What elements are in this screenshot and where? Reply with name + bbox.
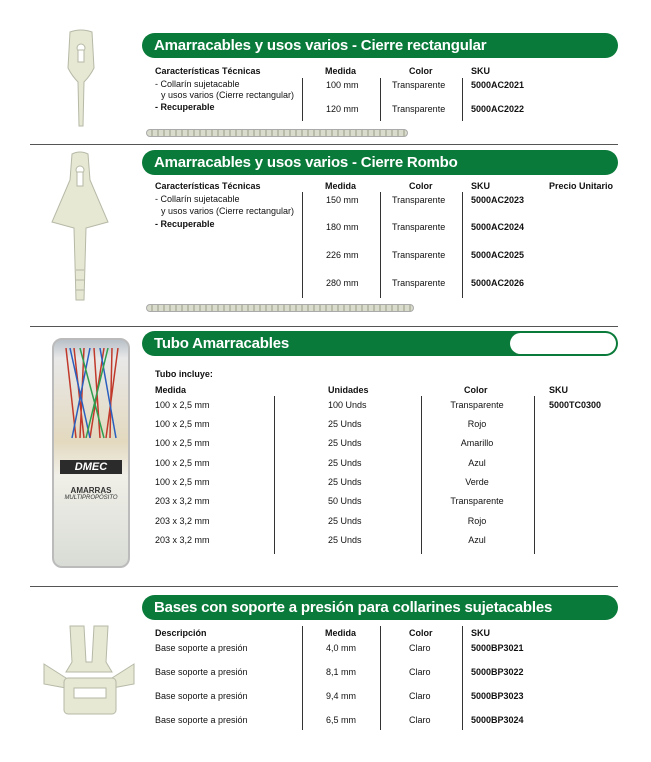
table-cell-sku: 5000AC2023 <box>471 195 525 205</box>
table-cell-medida: 280 mm <box>326 278 359 288</box>
feature-line: - Recuperable <box>155 102 215 112</box>
table-cell-color: Amarillo <box>460 438 494 448</box>
feature-line: - Collarín sujetacable <box>155 79 240 89</box>
header-unidades: Unidades <box>328 385 369 395</box>
table-cell-sku: 5000AC2022 <box>471 104 525 114</box>
feature-line: y usos varios (Cierre rectangular) <box>161 90 295 100</box>
section-divider <box>30 326 618 327</box>
feature-line: - Collarín sujetacable <box>155 194 240 204</box>
table-cell-medida: 180 mm <box>326 222 359 232</box>
header-sku: SKU <box>471 66 491 76</box>
header-precio: Precio Unitario <box>549 181 614 191</box>
feature-line: y usos varios (Cierre rectangular) <box>161 206 295 216</box>
table-cell-unidades: 50 Unds <box>328 496 362 506</box>
table-cell-color: Azul <box>468 535 486 545</box>
header-color: Color <box>409 628 433 638</box>
table-cell-unidades: 25 Unds <box>328 535 362 545</box>
table-cell-color: Transparente <box>392 80 446 90</box>
table-cell-color: Rojo <box>467 516 487 526</box>
table-cell-sku: 5000BP3023 <box>471 691 524 701</box>
header-caracteristicas: Características Técnicas <box>155 181 261 191</box>
table-cell-sku: 5000AC2024 <box>471 222 525 232</box>
table-cell-medida: 100 x 2,5 mm <box>155 419 210 429</box>
table-cell-unidades: 25 Unds <box>328 419 362 429</box>
table-cell-color: Azul <box>468 458 486 468</box>
table-cell-descripcion: Base soporte a presión <box>155 667 248 677</box>
table-cell-medida: 100 x 2,5 mm <box>155 400 210 410</box>
table-cell-descripcion: Base soporte a presión <box>155 691 248 701</box>
table-cell-sku: 5000BP3022 <box>471 667 524 677</box>
tube-brand-logo: DMEC <box>60 460 122 474</box>
table-cell-color: Transparente <box>392 250 446 260</box>
table-cell-medida: 6,5 mm <box>326 715 357 725</box>
tube-label-line: MULTIPROPÓSITO <box>64 495 118 501</box>
table-cell-sku: 5000BP3021 <box>471 643 524 653</box>
section-divider <box>30 144 618 145</box>
header-color: Color <box>409 66 433 76</box>
table-cell-medida: 120 mm <box>326 104 359 114</box>
product-image-tie-strip-1 <box>146 129 408 137</box>
table-cell-color: Transparente <box>392 104 446 114</box>
section-title-text: Bases con soporte a presión para collarines sujetacables <box>154 599 553 616</box>
table-cell-descripcion: Base soporte a presión <box>155 643 248 653</box>
section-title-rectangular <box>142 33 618 58</box>
header-medida: Medida <box>325 66 357 76</box>
table-cell-color: Rojo <box>467 419 487 429</box>
header-color: Color <box>409 181 433 191</box>
table-cell-color: Transparente <box>450 496 504 506</box>
header-caracteristicas: Características Técnicas <box>155 66 261 76</box>
table-cell-unidades: 25 Unds <box>328 477 362 487</box>
table-cell-medida: 203 x 3,2 mm <box>155 516 210 526</box>
table-cell-sku: 5000AC2025 <box>471 250 525 260</box>
table-cell-color: Transparente <box>392 278 446 288</box>
section-title-bases <box>142 595 618 620</box>
table-cell-color: Claro <box>409 643 431 653</box>
tube-label-line: AMARRAS <box>70 486 112 495</box>
section-title-rombo <box>142 150 618 175</box>
section-title-tubo <box>142 331 618 356</box>
table-cell-sku: 5000BP3024 <box>471 715 524 725</box>
header-medida: Medida <box>325 628 357 638</box>
header-color: Color <box>464 385 488 395</box>
header-sku: SKU <box>471 181 491 191</box>
table-cell-medida: 226 mm <box>326 250 359 260</box>
table-cell-medida: 100 mm <box>326 80 359 90</box>
table-cell-medida: 203 x 3,2 mm <box>155 496 210 506</box>
table-cell-medida: 150 mm <box>326 195 359 205</box>
table-cell-medida: 100 x 2,5 mm <box>155 438 210 448</box>
table-cell-unidades: 25 Unds <box>328 438 362 448</box>
section-title-text: Tubo Amarracables <box>154 335 289 352</box>
table-cell-medida: 8,1 mm <box>326 667 357 677</box>
header-sku: SKU <box>471 628 491 638</box>
table-cell-medida: 203 x 3,2 mm <box>155 535 210 545</box>
table-cell-color: Verde <box>465 477 489 487</box>
feature-line: - Recuperable <box>155 219 215 229</box>
header-medida: Medida <box>155 385 187 395</box>
table-cell-color: Transparente <box>450 400 504 410</box>
table-cell-sku: 5000AC2026 <box>471 278 525 288</box>
section-divider <box>30 586 618 587</box>
table-cell-sku: 5000TC0300 <box>549 400 602 410</box>
table-cell-sku: 5000AC2021 <box>471 80 525 90</box>
table-cell-descripcion: Base soporte a presión <box>155 715 248 725</box>
table-cell-unidades: 25 Unds <box>328 458 362 468</box>
section-title-text: Amarracables y usos varios - Cierre Rombo <box>154 154 458 171</box>
table-cell-medida: 100 x 2,5 mm <box>155 458 210 468</box>
table-cell-unidades: 100 Unds <box>328 400 367 410</box>
tube-includes-label: Tubo incluye: <box>155 369 213 379</box>
table-cell-color: Claro <box>409 715 431 725</box>
table-cell-color: Transparente <box>392 195 446 205</box>
header-sku: SKU <box>549 385 569 395</box>
table-cell-unidades: 25 Unds <box>328 516 362 526</box>
product-image-tie-strip-2 <box>146 304 414 312</box>
table-cell-color: Transparente <box>392 222 446 232</box>
section-title-text: Amarracables y usos varios - Cierre rectangular <box>154 37 487 54</box>
table-cell-medida: 100 x 2,5 mm <box>155 477 210 487</box>
header-descripcion: Descripción <box>155 628 207 638</box>
header-medida: Medida <box>325 181 357 191</box>
table-cell-medida: 4,0 mm <box>326 643 357 653</box>
table-cell-color: Claro <box>409 691 431 701</box>
table-cell-medida: 9,4 mm <box>326 691 357 701</box>
table-cell-color: Claro <box>409 667 431 677</box>
product-image-tube <box>52 338 130 568</box>
